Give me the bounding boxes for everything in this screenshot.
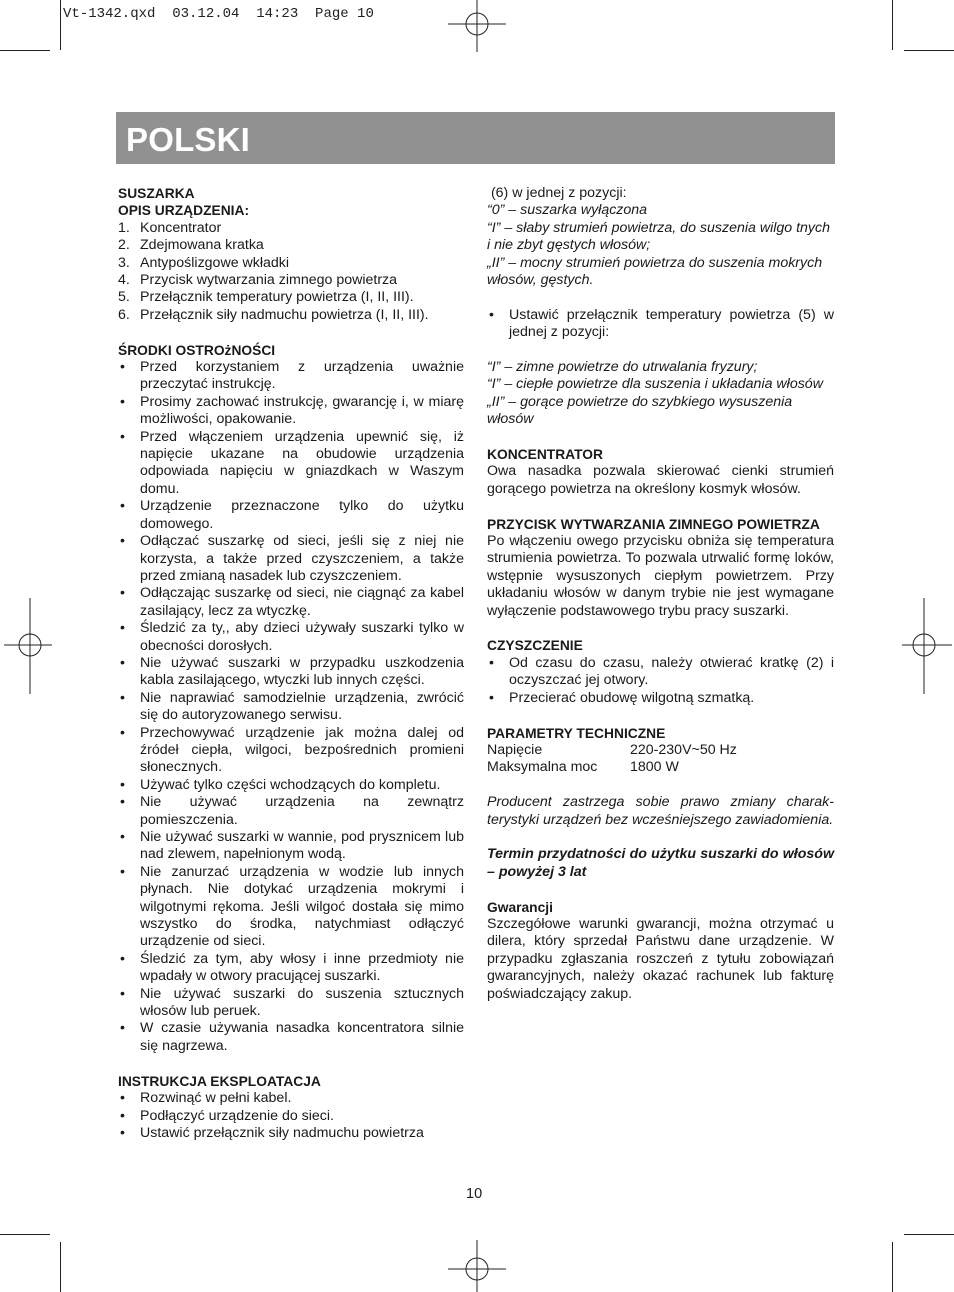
left-column [118, 185, 464, 1142]
crop-mark [60, 0, 61, 50]
list-item: • Przecierać obudowę wilgotną szmatką. [489, 689, 755, 706]
list-item: • Od czasu do czasu, należy otwierać kratkę (2) i oczyszczać jej otwory. [489, 654, 834, 689]
safety-list [118, 359, 464, 1055]
concentrator-text: Owa nasadka pozwala skierować cienki strumień gorącego powietrza na określony kosmyk włosów. [487, 463, 834, 497]
product-title: SUSZARKA [118, 186, 195, 201]
cold-air-heading: PRZYCISK WYTWARZANIA ZIMNEGO POWIETRZA [487, 516, 820, 532]
list-item: • Przechowywać urządzenie jak można dalej od źródeł ciepła, wilgoci, bezpośrednich promieni słonecznych. [120, 724, 464, 776]
safety-heading: ŚRODKI OSTROżNOŚCI [118, 342, 276, 358]
temperature-option: „II” – gorące powietrze do szybkiego wysuszenia włosów [487, 393, 793, 428]
list-item: 1. Koncentrator [118, 219, 222, 236]
crop-mark [904, 50, 954, 51]
list-item: • Nie zanurzać urządzenia w wodzie lub innych płynach. Nie dotykać urządzenia mokrymi i wilgotnymi rękoma. Jeśli wilgoć dostała się mimo wszystko do środka, natychmiast odłączyć urządzenie od sieci. [120, 863, 464, 950]
list-item: • W czasie używania nasadka koncentratora silnie się nagrzewa. [120, 1020, 464, 1054]
list-item: • Nie używać suszarki w przypadku uszkodzenia kabla zasilającego, wtyczki lub innych części. [120, 654, 464, 689]
crop-mark [892, 0, 893, 50]
usage-list [118, 1090, 464, 1142]
list-item: 5. Przełącznik temperatury powietrza (I, II, III). [118, 289, 414, 306]
concentrator-heading: KONCENTRATOR [487, 447, 603, 463]
language-banner [116, 112, 835, 164]
continued-line: (6) w jednej z pozycji: [487, 185, 627, 201]
registration-mark-icon [448, 0, 506, 52]
spec-row: Maksymalna moc 1800 W [487, 759, 679, 776]
registration-mark-icon [448, 1240, 506, 1292]
temperature-option: “I” – ciepłe powietrze dla suszenia i układania włosów [487, 376, 823, 393]
list-item: • Nie używać suszarki do suszenia sztucznych włosów lub peruek. [120, 985, 464, 1020]
registration-mark-icon [0, 598, 52, 694]
crop-mark [0, 50, 50, 51]
print-slug: Vt-1342.qxd 03.12.04 14:23 Page 10 [63, 6, 374, 22]
list-item: • Prosimy zachować instrukcję, gwarancję i, w miarę możliwości, opakowanie. [120, 393, 464, 428]
producer-note: Producent zastrzega sobie prawo zmiany charakterystyki urządzeń bez wcześniejszego zawiadomienia. [487, 794, 834, 828]
crop-mark [60, 1242, 61, 1292]
list-item: • Śledzić za ty,, aby dzieci używały suszarki tylko w obecności dorosłych. [120, 620, 464, 654]
speed-option: “0” – suszarka wyłączona [487, 202, 648, 219]
usage-heading: INSTRUKCJA EKSPLOATACJA [118, 1073, 321, 1089]
list-item: • Odłączając suszarkę od sieci, nie ciągnąć za kabel zasilający, lecz za wtyczkę. [120, 585, 464, 619]
lifetime-note: Termin przydatności do użytku suszarki do włosów – powyżej 3 lat [487, 846, 834, 880]
description-heading: OPIS URZĄDZENIA: [118, 203, 250, 219]
banner-title: POLSKI [126, 121, 251, 158]
list-item: • Rozwinąć w pełni kabel. [120, 1090, 292, 1107]
list-item: • Przed korzystaniem z urządzenia uważnie przeczytać instrukcję. [120, 359, 464, 393]
list-item: 2. Zdejmowana kratka [118, 237, 264, 254]
list-item: 3. Antypoślizgowe wkładki [118, 254, 290, 271]
list-item: • Ustawić przełącznik temperatury powietrza (5) w jednej z pozycji: [489, 306, 834, 341]
list-item: • Używać tylko części wchodzących do kompletu. [120, 776, 441, 793]
speed-option: “I” – słaby strumień powietrza, do suszenia wilgo tnych i nie zbyt gęstych włosów; [487, 219, 831, 254]
list-item: • Podłączyć urządzenie do sieci. [120, 1107, 334, 1124]
list-item: 6. Przełącznik siły nadmuchu powietrza (I, II, III). [118, 306, 429, 323]
list-item: • Nie używać urządzenia na zewnątrz pomieszczenia. [120, 794, 464, 828]
list-item: • Urządzenie przeznaczone tylko do użytku domowego. [120, 498, 464, 532]
parts-list [118, 220, 464, 324]
right-column [487, 185, 834, 1003]
list-item: • Odłączać suszarkę od sieci, jeśli się z niej nie korzysta, a także przed czyszczeniem, a także przed zmianą nasadek lub czyszczeniem. [120, 533, 464, 584]
cleaning-heading: CZYSZCZENIE [487, 638, 583, 654]
cold-air-text: Po włączeniu owego przycisku obniża się temperatura strumienia powietrza. To pozwala utrwalić formę loków, wstępnie wysuszonych ciepłym powietrzem. Przy układaniu włosów w danym trybie nie jest wymagane wyłączenie podstawowego trybu pracy suszarki. [487, 533, 834, 619]
warranty-heading: Gwarancji [487, 899, 553, 915]
speed-option: „II” – mocny strumień powietrza do suszenia mokrych włosów, gęstych. [487, 254, 823, 289]
list-item: • Nie naprawiać samodzielnie urządzenia, zwrócić się do autoryzowanego serwisu. [120, 689, 464, 724]
technical-heading: PARAMETRY TECHNICZNE [487, 725, 666, 741]
registration-mark-icon [902, 598, 954, 694]
crop-mark [0, 1234, 50, 1235]
temperature-option: “I” – zimne powietrze do utrwalania fryzury; [487, 359, 758, 376]
list-item: 4. Przycisk wytwarzania zimnego powietrza [118, 272, 398, 289]
list-item: • Nie używać suszarki w wannie, pod prysznicem lub nad zlewem, napełnionym wodą. [120, 829, 464, 863]
list-item: • Śledzić za tym, aby włosy i inne przedmioty nie wpadały w otwory pracującej suszarki. [120, 950, 464, 985]
crop-mark [904, 1234, 954, 1235]
spec-row: Napięcie 220-230V~50 Hz [487, 741, 737, 758]
crop-mark [892, 1242, 893, 1292]
list-item: • Przed włączeniem urządzenia upewnić się, iż napięcie ukazane na obudowie urządzenia odpowiada napięciu w gniazdkach w Waszym domu. [120, 428, 464, 497]
page-number: 10 [466, 1186, 483, 1202]
list-item: • Ustawić przełącznik siły nadmuchu powietrza [120, 1124, 424, 1141]
warranty-text: Szczegółowe warunki gwarancji, można otrzymać u dilera, który sprzedał Państwu dane urządzenie. W przypadku zgłaszania roszczeń z tytułu zobowiązań gwarancyjnych, należy okazać rachunek lub fakturę poświadczający zakup. [487, 915, 834, 1002]
